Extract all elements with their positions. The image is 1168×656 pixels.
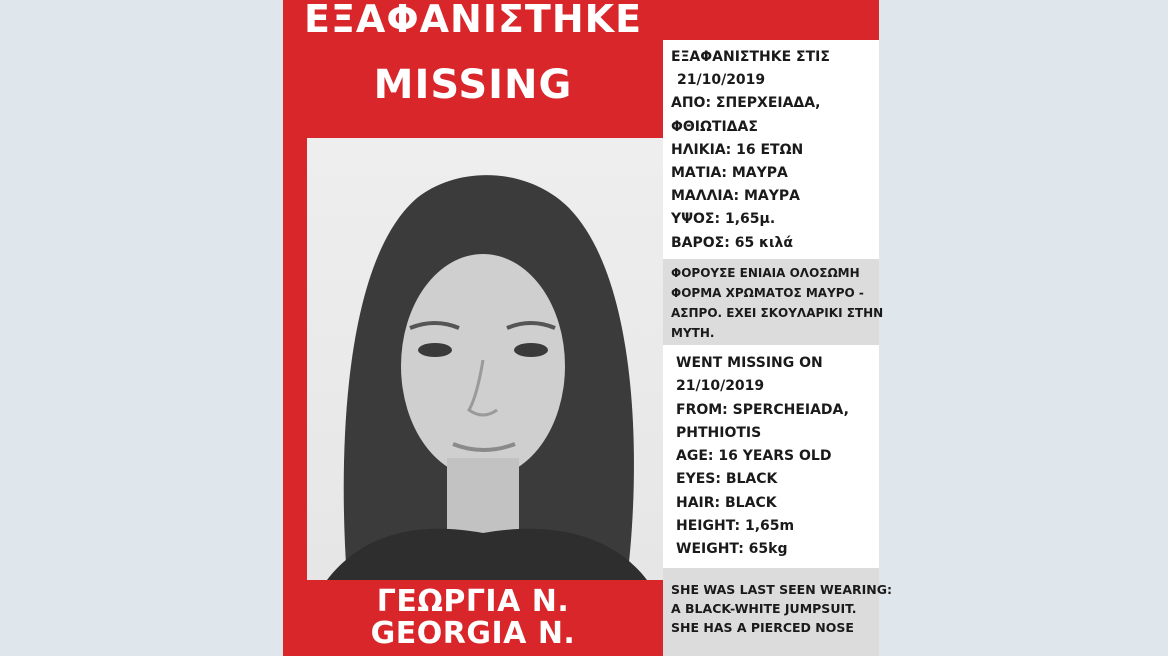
detail-line: PHTHIOTIS <box>676 424 762 441</box>
detail-line: ΑΠΟ: ΣΠΕΡΧΕΙΑΔΑ, <box>671 95 821 112</box>
name-english: GEORGIA N. <box>370 616 576 651</box>
clothing-line: ΜΥΤΗ. <box>671 326 715 340</box>
english-clothing-panel <box>663 568 893 656</box>
headline-greek: ΕΞΑΦΑΝΙΣΤΗΚΕ <box>303 0 643 41</box>
detail-line: ΦΘΙΩΤΙΔΑΣ <box>671 118 758 135</box>
person-photo <box>307 138 663 580</box>
clothing-line: ΑΣΠΡΟ. ΕΧΕΙ ΣΚΟΥΛΑΡΙΚΙ ΣΤΗΝ <box>671 306 884 320</box>
greek-details-panel <box>663 40 879 259</box>
missing-person-poster <box>283 0 893 656</box>
clothing-line: ΦΟΡΟΥΣΕ ΕΝΙΑΙΑ ΟΛΟΣΩΜΗ <box>671 266 860 280</box>
detail-line: ΥΨΟΣ: 1,65μ. <box>671 211 776 228</box>
clothing-line: ΦΟΡΜΑ ΧΡΩΜΑΤΟΣ ΜΑΥΡΟ - <box>671 286 864 300</box>
detail-line: AGE: 16 YEARS OLD <box>676 448 832 465</box>
name-greek: ΓΕΩΡΓΙΑ Ν. <box>376 584 570 619</box>
detail-line: WEIGHT: 65kg <box>676 541 788 558</box>
detail-line: WENT MISSING ON <box>676 355 823 371</box>
detail-line: 21/10/2019 <box>676 378 765 395</box>
detail-line: ΗΛΙΚΙΑ: 16 ΕΤΩΝ <box>671 141 804 158</box>
detail-line: FROM: SPERCHEIADA, <box>676 401 849 418</box>
detail-line: ΜΑΛΛΙΑ: ΜΑΥΡΑ <box>671 188 800 205</box>
detail-line: HEIGHT: 1,65m <box>676 518 795 535</box>
clothing-line: SHE WAS LAST SEEN WEARING: <box>671 582 893 597</box>
headline-english: MISSING <box>373 62 573 108</box>
clothing-line: A BLACK-WHITE JUMPSUIT. <box>671 601 857 616</box>
clothing-line: SHE HAS A PIERCED NOSE <box>671 620 854 635</box>
detail-line: ΕΞΑΦΑΝΙΣΤΗΚΕ ΣΤΙΣ <box>671 49 830 65</box>
portrait-illustration <box>307 138 663 580</box>
greek-clothing-panel <box>663 259 884 345</box>
detail-line: ΜΑΤΙΑ: ΜΑΥΡΑ <box>671 165 788 182</box>
detail-line: EYES: BLACK <box>676 471 778 488</box>
english-details-panel <box>663 345 879 568</box>
detail-line: 21/10/2019 <box>677 72 766 89</box>
detail-line: ΒΑΡΟΣ: 65 κιλά <box>671 234 793 251</box>
detail-line: HAIR: BLACK <box>676 494 777 511</box>
